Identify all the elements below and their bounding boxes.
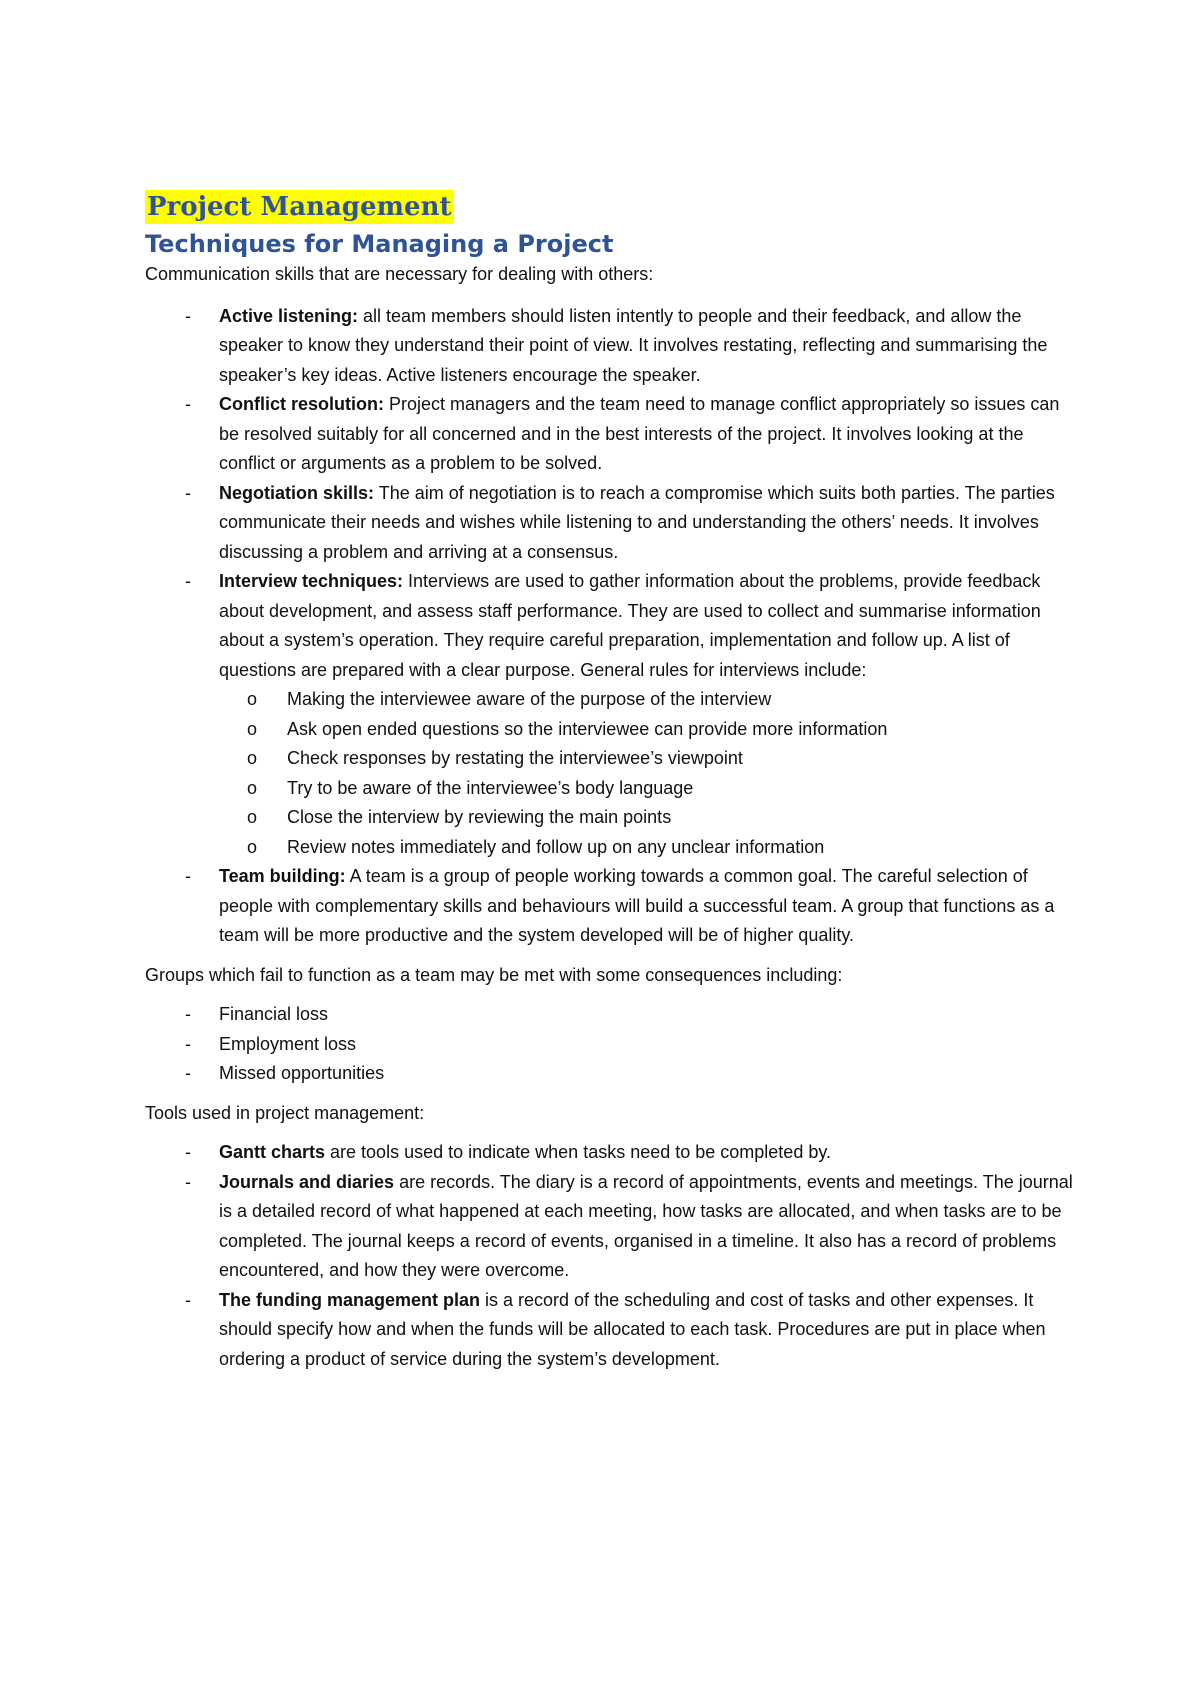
dash-bullet: - <box>185 1171 191 1192</box>
sub-list-item <box>219 685 1075 715</box>
skills-list <box>145 302 1075 951</box>
skill-text: Project managers and the team need to manage conflict appropriately so issues can be resolved suitably for all concerned and in the best interests of the project. It involves looking at the conflict or arguments as a problem to be solved. <box>219 394 1060 473</box>
page-title: Project Management <box>147 192 452 222</box>
tools-intro: Tools used in project management: <box>145 1102 425 1123</box>
consequence-text: Employment loss <box>219 1033 357 1054</box>
tool-term: Journals and diaries <box>219 1171 395 1192</box>
list-item <box>145 567 1075 862</box>
sub-list-item <box>219 715 1075 745</box>
tool-term: The funding management plan <box>219 1289 481 1310</box>
dash-bullet: - <box>185 1004 191 1024</box>
list-item <box>145 1059 1075 1089</box>
rule-text: Ask open ended questions so the interviewee can provide more information <box>287 718 888 739</box>
list-item <box>145 479 1075 568</box>
skill-term: Active listening: <box>219 305 359 326</box>
sub-list-item <box>219 833 1075 863</box>
circle-bullet: o <box>247 807 258 827</box>
list-item <box>145 1286 1075 1375</box>
tool-term: Gantt charts <box>219 1142 326 1162</box>
list-item <box>145 1030 1075 1060</box>
circle-bullet: o <box>247 718 258 739</box>
skill-term: Conflict resolution: <box>219 394 384 414</box>
tool-text: is a record of the scheduling and cost of tasks and other expenses. It should specify how and when the funds will be allocated to each task. Procedures are put in place when ordering a product of service during the system’s development. <box>219 1289 1046 1369</box>
consequences-list <box>145 1000 1075 1089</box>
sub-list-item <box>219 744 1075 774</box>
dash-bullet: - <box>185 305 191 326</box>
rule-text: Close the interview by reviewing the main points <box>287 807 672 827</box>
skill-term: Interview techniques: <box>219 571 404 591</box>
consequences-intro: Groups which fail to function as a team may be met with some consequences including: <box>145 964 843 985</box>
circle-bullet: o <box>247 836 258 857</box>
page-subtitle: Techniques for Managing a Project <box>145 230 614 258</box>
rule-text: Review notes immediately and follow up on any unclear information <box>287 836 825 857</box>
document-page <box>145 190 1075 1374</box>
circle-bullet: o <box>247 689 258 709</box>
circle-bullet: o <box>247 748 258 768</box>
intro-text: Communication skills that are necessary for dealing with others: <box>145 264 654 284</box>
sub-list-item <box>219 774 1075 804</box>
dash-bullet: - <box>185 1033 191 1054</box>
skill-term: Team building: <box>219 866 346 886</box>
circle-bullet: o <box>247 777 258 798</box>
skill-text: A team is a group of people working towards a common goal. The careful selection of people with complementary skills and behaviours will build a successful team. A group that functions as a team will be more productive and the system developed will be of higher quality. <box>219 866 1055 945</box>
skill-text: all team members should listen intently to people and their feedback, and allow the speaker to know they understand their point of view. It involves restating, reflecting and summarising the speaker’s key ideas. Active listeners encourage the speaker. <box>219 305 1048 385</box>
skill-text: The aim of negotiation is to reach a compromise which suits both parties. The parties communicate their needs and wishes while listening to and understanding the others’ needs. It involves discussing a problem and arriving at a consensus. <box>219 482 1055 562</box>
interview-rules-list <box>219 685 1075 862</box>
list-item <box>145 1168 1075 1286</box>
consequence-text: Missed opportunities <box>219 1063 385 1083</box>
dash-bullet: - <box>185 571 191 591</box>
list-item <box>145 1000 1075 1030</box>
tools-list <box>145 1138 1075 1374</box>
tool-text: are records. The diary is a record of appointments, events and meetings. The journal is a detailed record of what happened at each meeting, how tasks are allocated, and when tasks are to be completed. The journal keeps a record of events, organised in a timeline. It also has a record of problems encountered, and how they were overcome. <box>219 1171 1073 1280</box>
list-item <box>145 1138 1075 1168</box>
skill-term: Negotiation skills: <box>219 482 375 503</box>
dash-bullet: - <box>185 1289 191 1310</box>
rule-text: Making the interviewee aware of the purpose of the interview <box>287 689 772 709</box>
dash-bullet: - <box>185 482 191 503</box>
dash-bullet: - <box>185 1142 191 1162</box>
dash-bullet: - <box>185 866 191 886</box>
rule-text: Try to be aware of the interviewee’s body language <box>287 777 694 798</box>
skill-text: Interviews are used to gather information about the problems, provide feedback about development, and assess staff performance. They are used to collect and summarise information about a system’s operation. They require careful preparation, implementation and follow up. A list of questions are prepared with a clear purpose. General rules for interviews include: <box>219 571 1041 680</box>
consequence-text: Financial loss <box>219 1004 329 1024</box>
tool-text: are tools used to indicate when tasks need to be completed by. <box>325 1142 832 1162</box>
dash-bullet: - <box>185 394 191 414</box>
list-item <box>145 862 1075 951</box>
list-item <box>145 302 1075 391</box>
list-item <box>145 390 1075 479</box>
sub-list-item <box>219 803 1075 833</box>
rule-text: Check responses by restating the interviewee’s viewpoint <box>287 748 743 768</box>
dash-bullet: - <box>185 1063 191 1083</box>
